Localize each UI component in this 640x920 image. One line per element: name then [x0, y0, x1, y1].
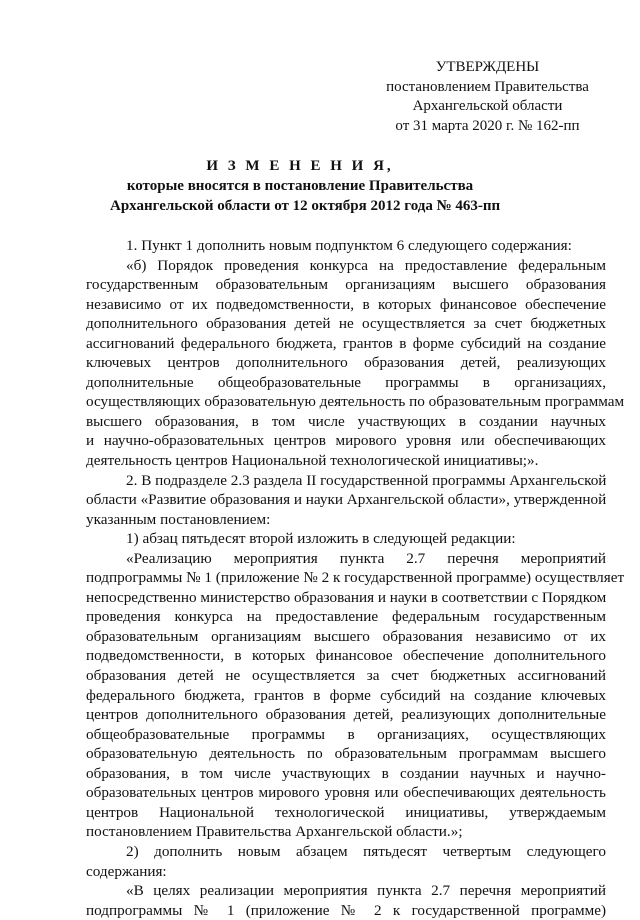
body-line: области «Развитие образования и науки Архангельской области», утвержденной	[86, 491, 607, 509]
document-body	[86, 236, 625, 920]
body-line: федерального бюджета, грантов в форме субсидий на создание ключевых	[86, 686, 606, 704]
approval-stamp	[360, 58, 615, 136]
title-subtitle-line: которые вносятся в постановление Правительства	[126, 178, 474, 194]
body-line: «В целях реализации мероприятия пункта 2.7 перечня мероприятий	[126, 882, 606, 900]
title-heading: И З М Е Н Е Н И Я,	[206, 158, 394, 174]
title-subtitle-line: Архангельской области от 12 октября 2012 года № 463-пп	[110, 198, 501, 214]
body-line: дополнительного образования детей не осуществляется за счет бюджетных	[86, 315, 606, 333]
body-line: деятельность центров Национальной технологической инициативы;».	[86, 452, 539, 470]
body-line: центров Национальной технологической инициативы, утверждаемым	[86, 803, 606, 821]
approval-line: Архангельской области	[412, 98, 563, 114]
approval-line: постановлением Правительства	[386, 78, 589, 95]
body-line: непосредственно министерство образования и науки в соответствии с Порядком	[86, 588, 607, 606]
body-line: подпрограммы № 1 (приложение № 2 к государственной программе)	[86, 901, 606, 919]
body-line: образовательную деятельность по образовательным программам высшего	[86, 745, 606, 763]
body-line: ассигнований федерального бюджета, грантов в форме субсидий на создание	[86, 334, 606, 352]
body-line: образовательным организациям высшего образования независимо от их	[86, 627, 606, 645]
body-line: «б) Порядок проведения конкурса на предоставление федеральным	[126, 256, 606, 274]
body-line: 2) дополнить новым абзацем пятьдесят четвертым следующего	[126, 842, 606, 860]
body-line: образовательных центров мирового уровня или обеспечивающих деятельность	[86, 784, 606, 802]
body-line: высшего образования, в том числе участвующих в создании научных	[86, 412, 606, 430]
body-line: образования детей не осуществляется за счет бюджетных ассигнований	[86, 667, 606, 685]
body-line: осуществляющих образовательную деятельность по образовательным программам	[86, 393, 625, 411]
body-line: государственным образовательным организациям высшего образования	[86, 276, 606, 294]
body-line: ключевых центров дополнительного образования детей, реализующих	[86, 354, 606, 372]
body-line: 1. Пункт 1 дополнить новым подпунктом 6 следующего содержания:	[126, 237, 572, 254]
approval-line: от 31 марта 2020 г. № 162-пп	[395, 117, 580, 134]
body-line: 2. В подразделе 2.3 раздела II государственной программы Архангельской	[126, 471, 607, 489]
body-line: подпрограммы № 1 (приложение № 2 к государственной программе) осуществляет	[86, 569, 625, 587]
body-line: центров дополнительного образования детей, реализующих дополнительные	[86, 706, 606, 724]
body-line: общеобразовательные программы в организациях, осуществляющих	[86, 725, 606, 743]
body-line: независимо от их подведомственности, в которых финансовое обеспечение	[86, 295, 606, 313]
body-line: «Реализацию мероприятия пункта 2.7 перечня мероприятий	[126, 549, 606, 567]
body-line: образования, в том числе участвующих в создании научных и научно-	[86, 764, 606, 782]
body-line: 1) абзац пятьдесят второй изложить в следующей редакции:	[126, 530, 516, 548]
body-line: дополнительные общеобразовательные программы в организациях,	[86, 373, 606, 391]
body-line: подведомственности, в которых финансовое обеспечение дополнительного	[86, 647, 606, 665]
body-line: и научно-образовательных центров мирового уровня или обеспечивающих	[86, 432, 606, 450]
approval-line: УТВЕРЖДЕНЫ	[435, 59, 540, 75]
document-title	[110, 156, 501, 216]
body-line: постановлением Правительства Архангельской области.»;	[86, 823, 463, 841]
body-line: проведения конкурса на предоставление федеральным государственным	[86, 608, 606, 626]
body-line: указанным постановлением:	[86, 510, 271, 528]
body-line: содержания:	[86, 862, 167, 880]
